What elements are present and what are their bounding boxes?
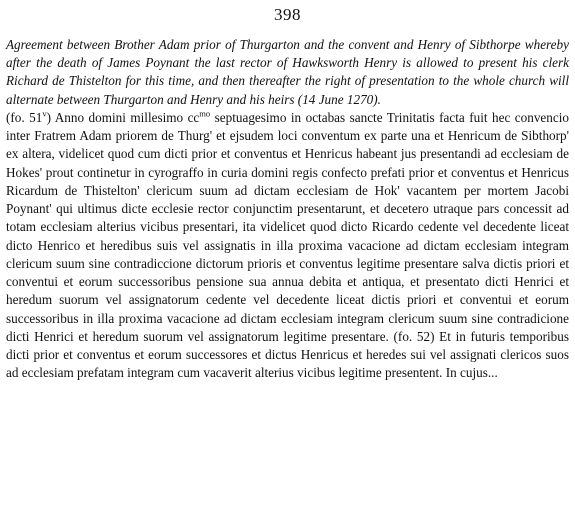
document-summary: Agreement between Brother Adam prior of Thurgarton and the convent and Henry of Sibthorpe whereby after the death of James Poynant the last rector of Hawksworth Henry is allowed to present his clerk Richard de Thistelton for this time, and then thereafter the right of presentation to the whole church will alternate between Thurgarton and Henry and his heirs (14 June 1270).	[6, 37, 569, 107]
folio-verso-mark: v	[42, 108, 47, 119]
document-body	[6, 109, 569, 383]
body-text-part-a: Anno domini millesimo cc	[51, 109, 200, 125]
body-text-part-b: septuagesimo in octabas sancte Trinitatis facta fuit hec convencio inter Fratrem Adam priorem de Thurg' et ejsudem loci conventum ex parte una et Henricum de Sibthorp' ex altera, videlicet quod cum dicti prior et conventus et Henricus habeant jus presentandi ad ecclesiam de Hokes' prout continetur in cyrograffo in curia domini regis confecto prefati prior et conventus et Henricus Ricardum de Thistelton' clericum suum ad dictam ecclesiam de Hok' vacantem per mortem Jacobi Poynant' qui ultimus dicte ecclesie rector conjunctim presentarunt, et decetero utraque pars concessit ad totam ecclesiam alterius vicibus presentari, ita videlicet quod dicto Ricardo cedente vel decedente liceat dicto Henrico et heredibus suis vel assignatis in illa proxima vacacione ad dictam ecclesiam integram clericum suum sine contradiccione dictorum prioris et conventus legitime presentare salva dictis priori et conventui et eorum successoribus pensione sua annua debita et antiqua, et presentato dicti Henrici et heredum suorum vel assignatorum cedente vel decedente liceat dictis priori et conventui et eorum successoribus in illa proxima vacacione ad dictam ecclesiam integram clericum suum sine contradicione dicti Henrici et heredum suorum vel assignatorum legitime presentare. (fo. 52) Et in futuris temporibus dicti prior et conventus et eorum successores et dictus Henricus et heredes sui vel assignati clericos suos ad ecclesiam prefatam integram cum vacaverit alterius vicibus legitime presentent. In cujus...	[6, 109, 569, 381]
page-number: 398	[274, 5, 301, 24]
folio-reference-open: (fo. 51	[6, 109, 43, 125]
century-superscript: mo	[199, 108, 211, 119]
document-page	[6, 4, 569, 383]
folio-reference-close: )	[46, 109, 51, 125]
